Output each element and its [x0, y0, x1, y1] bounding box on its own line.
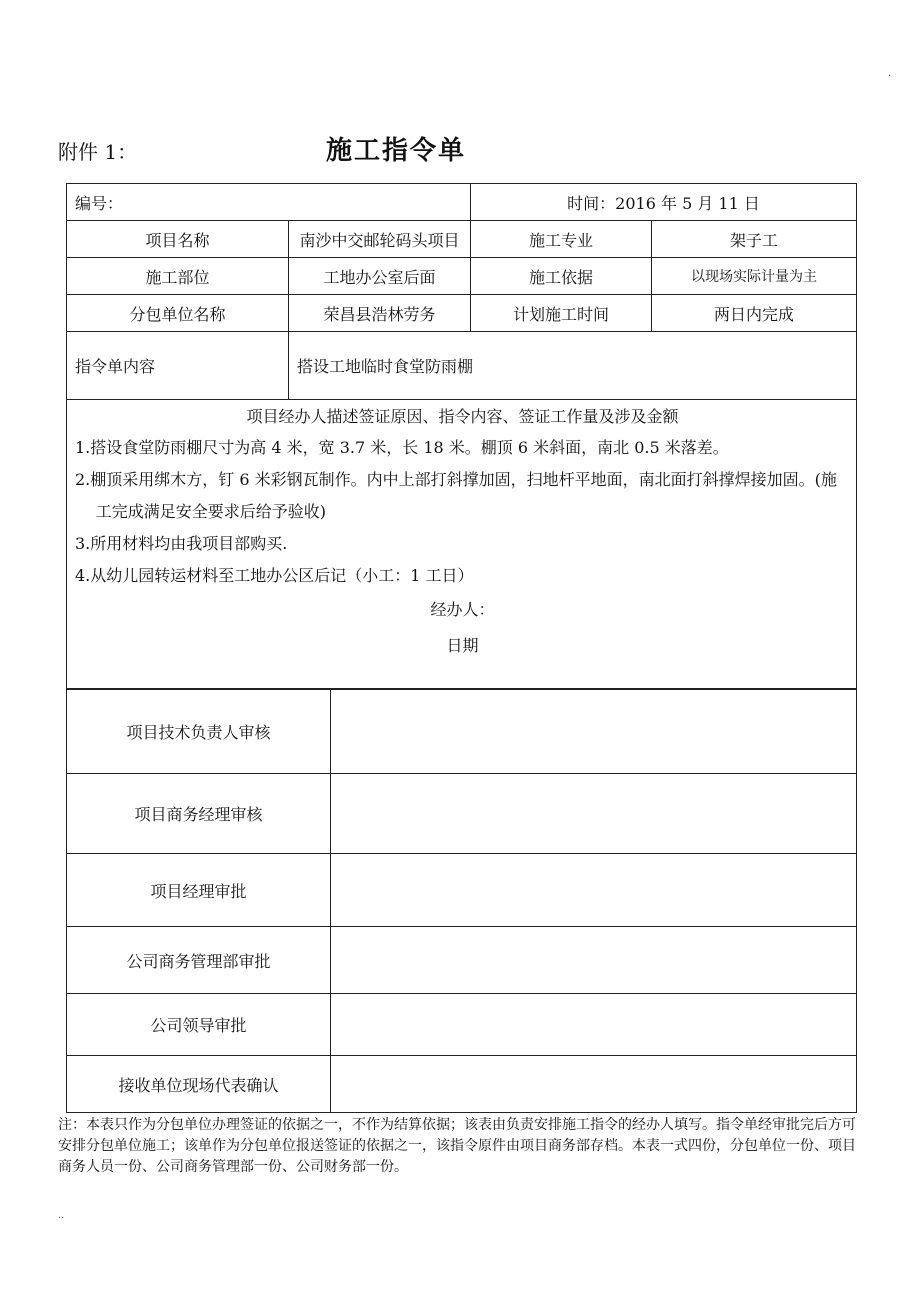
footnote: 注：本表只作为分包单位办理签证的依据之一，不作为结算依据；该表由负责安排施工指令的经办人填写。指令单经审批完后方可安排分包单位施工；该单作为分包单位报送签证的依据之一，该指令原件由项目商务部存档。本表一式四份，分包单位一份、项目商务人员一份、公司商务管理部一份、公司财务部一份。	[58, 1117, 856, 1175]
approval-label-technical: 项目技术负责人审核	[67, 689, 331, 774]
attachment-label: 附件 1：	[58, 140, 138, 164]
approval-signature-cell[interactable]	[331, 689, 857, 774]
approval-label-company-leader: 公司领导审批	[67, 994, 331, 1056]
corner-mark-top: .	[888, 68, 892, 79]
time-field: 时间：2016 年 5 月 11 日	[471, 184, 857, 221]
project-name-value: 南沙中交邮轮码头项目	[289, 221, 471, 258]
project-name-label: 项目名称	[67, 221, 289, 258]
date-label: 日期	[446, 636, 479, 655]
approval-signature-cell[interactable]	[331, 927, 857, 994]
approval-label-receiving-representative: 接收单位现场代表确认	[67, 1056, 331, 1113]
subcontractor-label: 分包单位名称	[67, 295, 289, 332]
form-row-location	[67, 258, 857, 295]
approval-signature-cell[interactable]	[331, 774, 857, 854]
approval-table	[66, 688, 857, 1113]
page-title: 施工指令单	[326, 136, 467, 166]
detail-item-4: 4.从幼儿园转运材料至工地办公区后记（小工：1 工日）	[75, 566, 474, 585]
approval-row	[67, 774, 857, 854]
approval-row	[67, 689, 857, 774]
subcontractor-value: 荣昌县浩林劳务	[289, 295, 471, 332]
approval-row	[67, 854, 857, 927]
detail-item-1: 1.搭设食堂防雨棚尺寸为高 4 米，宽 3.7 米，长 18 米。棚顶 6 米斜面，南北 0.5 米落差。	[75, 438, 729, 457]
instruction-content-label: 指令单内容	[67, 332, 289, 400]
planned-time-label: 计划施工时间	[471, 295, 652, 332]
detail-item-2: 2.棚顶采用绑木方，钉 6 米彩钢瓦制作。内中上部打斜撑加固，扫地杆平地面，南北面打斜撑焊接加固。(施工完成满足安全要求后给予验收)	[75, 470, 837, 521]
planned-time-value: 两日内完成	[652, 295, 857, 332]
approval-row	[67, 994, 857, 1056]
document-header	[58, 130, 858, 170]
approval-row	[67, 1056, 857, 1113]
form-row-content	[67, 332, 857, 400]
form-row-subcontractor	[67, 295, 857, 332]
construction-basis-value: 以现场实际计量为主	[652, 258, 857, 295]
approval-label-company-business-dept: 公司商务管理部审批	[67, 927, 331, 994]
details-section	[67, 400, 857, 690]
specialty-label: 施工专业	[471, 221, 652, 258]
instruction-content-value: 搭设工地临时食堂防雨棚	[289, 332, 857, 400]
corner-mark-bottom: ..	[58, 1210, 65, 1221]
details-heading: 项目经办人描述签证原因、指令内容、签证工作量及涉及金额	[246, 407, 679, 426]
construction-location-label: 施工部位	[67, 258, 289, 295]
detail-item-3: 3.所用材料均由我项目部购买.	[75, 534, 288, 553]
form-row-number-time	[67, 184, 857, 221]
number-field: 编号：	[67, 184, 471, 221]
construction-basis-label: 施工依据	[471, 258, 652, 295]
instruction-form-table	[66, 183, 857, 690]
approval-label-business-manager: 项目商务经理审核	[67, 774, 331, 854]
handler-label: 经办人：	[430, 600, 495, 619]
approval-signature-cell[interactable]	[331, 1056, 857, 1113]
approval-row	[67, 927, 857, 994]
approval-signature-cell[interactable]	[331, 994, 857, 1056]
approval-label-project-manager: 项目经理审批	[67, 854, 331, 927]
construction-location-value: 工地办公室后面	[289, 258, 471, 295]
specialty-value: 架子工	[652, 221, 857, 258]
form-row-details	[67, 400, 857, 690]
approval-signature-cell[interactable]	[331, 854, 857, 927]
form-row-project	[67, 221, 857, 258]
